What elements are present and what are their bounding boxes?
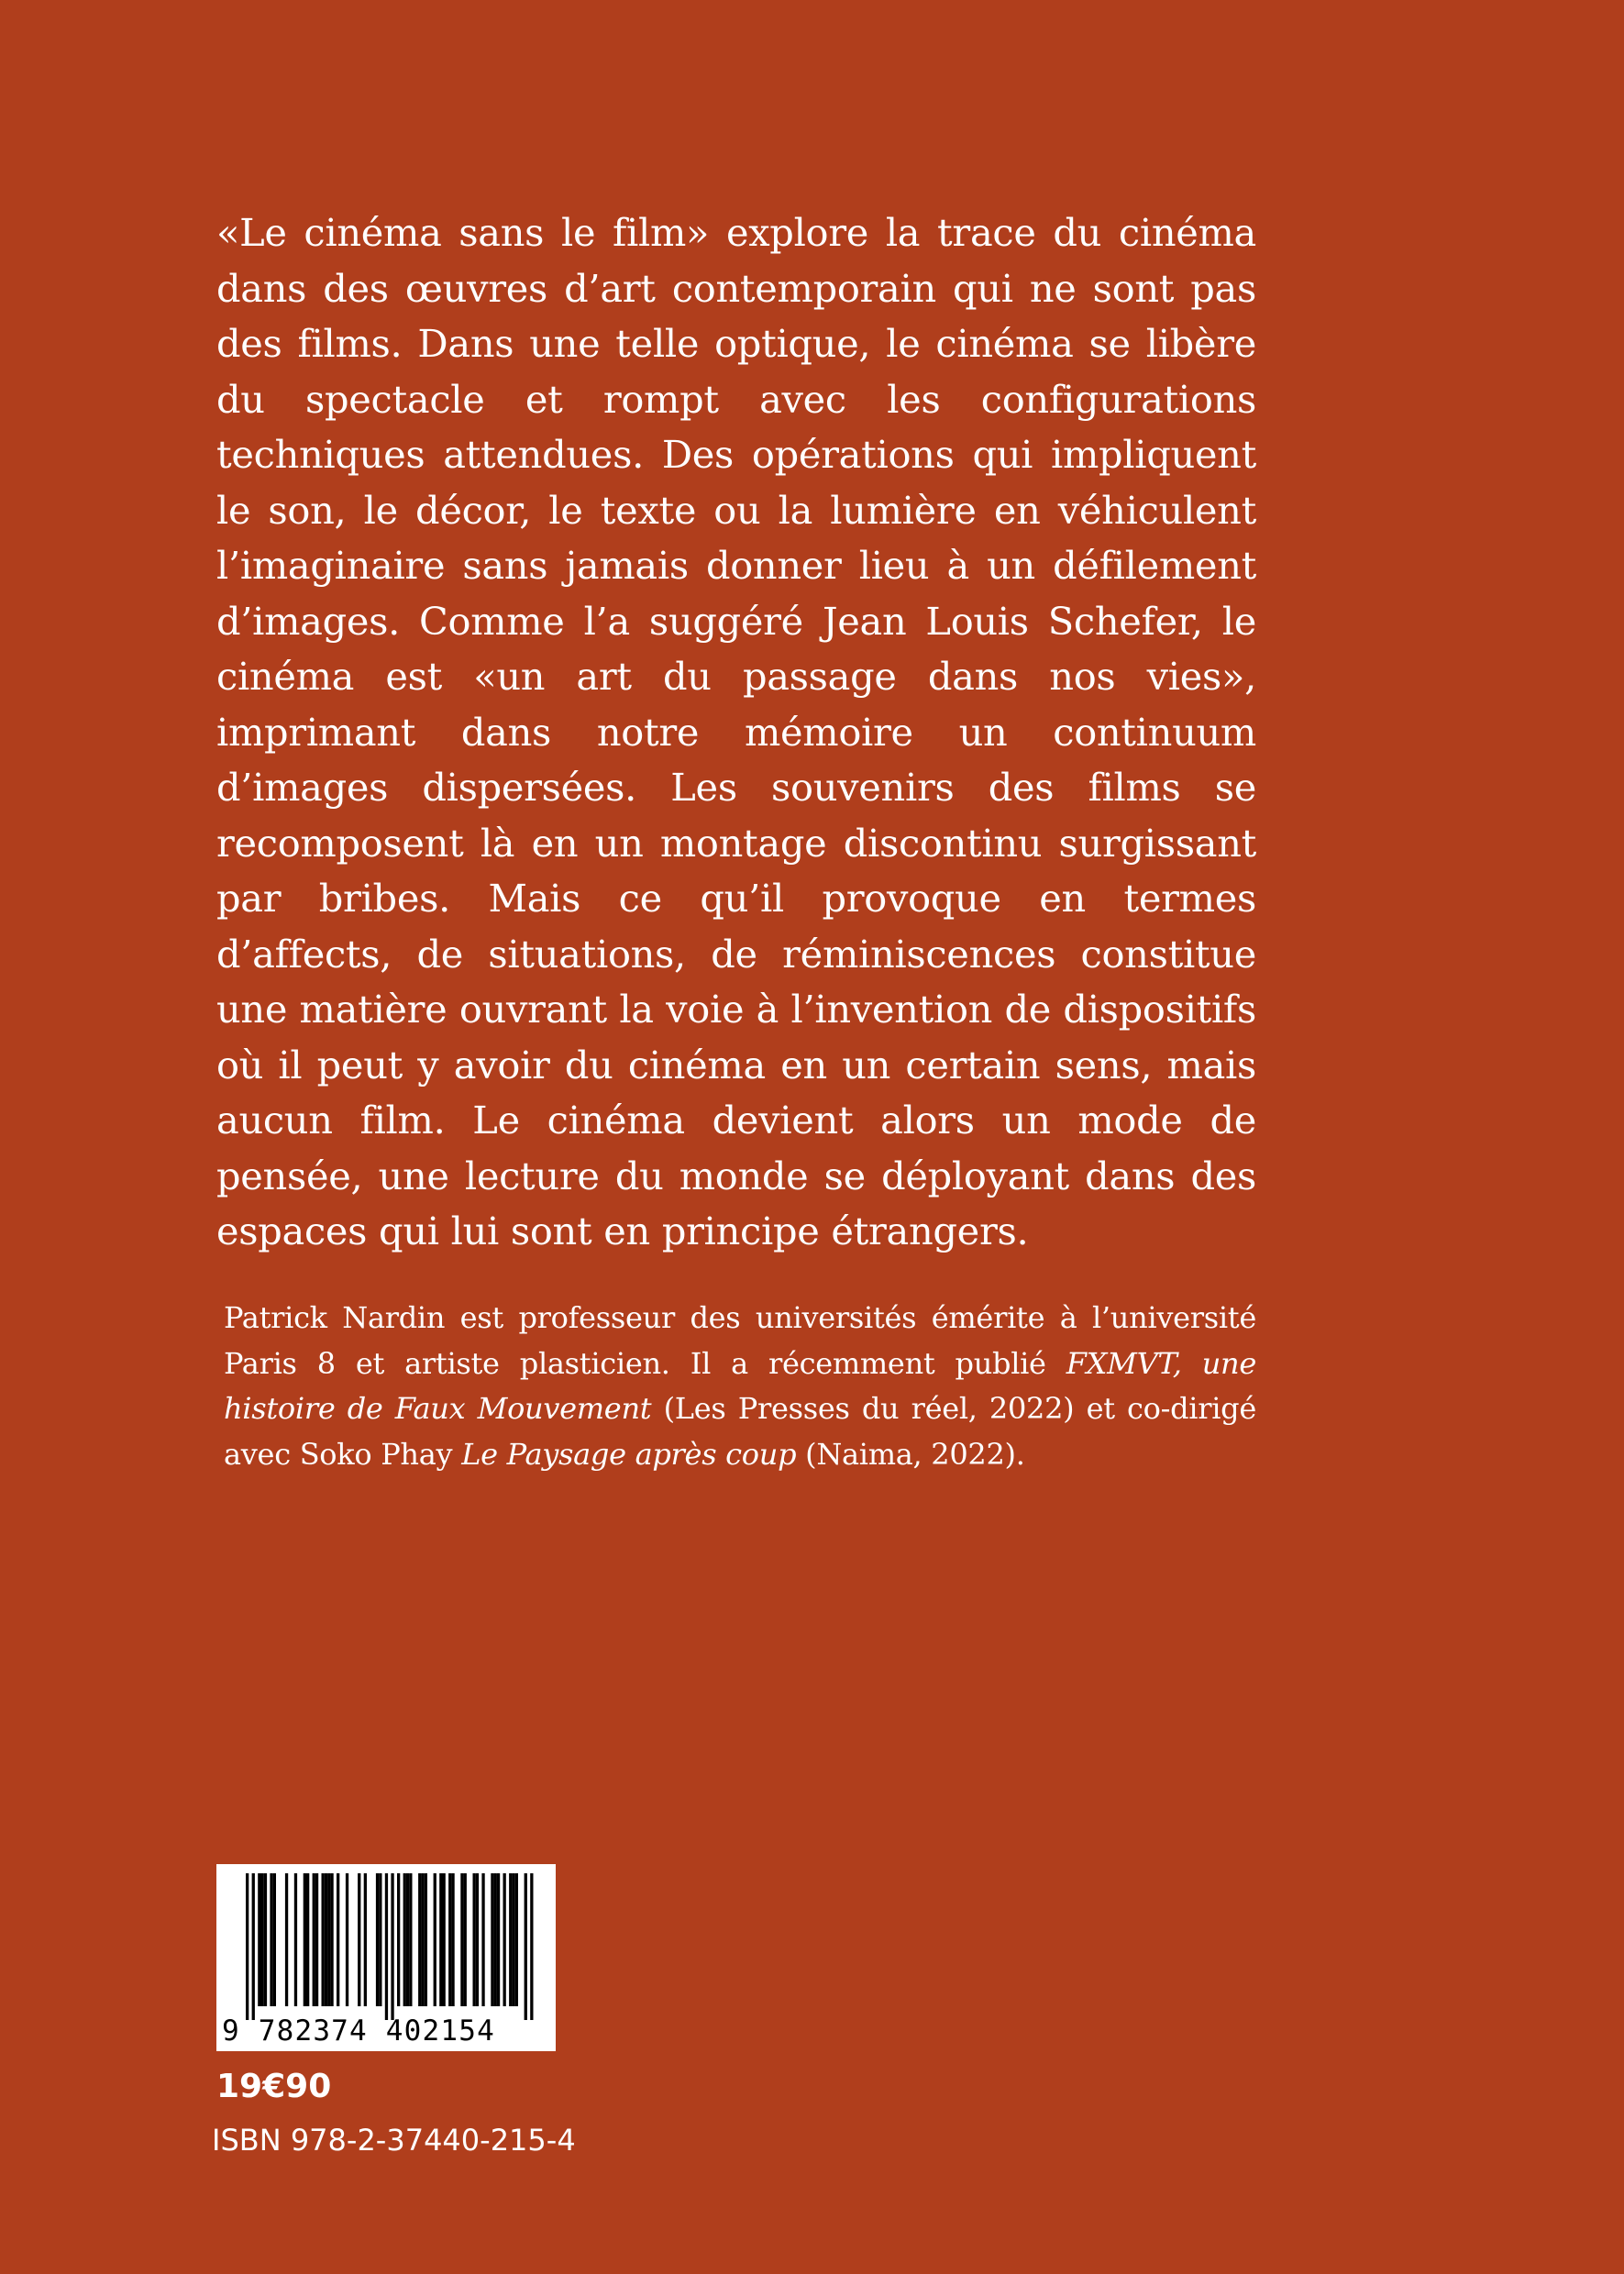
barcode-bar — [503, 1873, 506, 2006]
barcode-bar — [264, 1873, 267, 2006]
bio-book-title-1: FXMVT, une histoire de Faux Mouvement — [224, 1345, 1256, 1426]
barcode-bar — [315, 1873, 318, 2006]
barcode-bar — [406, 1873, 409, 2006]
barcode-bar — [364, 1873, 367, 2006]
barcode-bar — [358, 1873, 360, 2006]
bio-book-title-2: Le Paysage après coup — [461, 1436, 797, 1472]
barcode-bar — [409, 1873, 412, 2006]
bio-text-1: Patrick Nardin est professeur des universités émérite à l’université Paris 8 et artiste plasticien. Il a récemment publié — [224, 1300, 1256, 1381]
barcode-bar — [494, 1873, 497, 2006]
barcode-bar — [397, 1873, 400, 2006]
barcode-bar — [451, 1873, 454, 2006]
bio-text-2: (Les Presses du réel, 2022) et co-dirigé avec Soko Phay — [224, 1391, 1256, 1472]
barcode-bar — [509, 1873, 512, 2006]
isbn: ISBN 978-2-37440-215-4 — [212, 2123, 576, 2158]
barcode-bar — [306, 1873, 309, 2006]
barcode-bar — [273, 1873, 276, 2006]
barcode-bar — [322, 1873, 325, 2006]
barcode-bar — [481, 1873, 484, 2006]
barcode-bar — [376, 1873, 379, 2006]
barcode-bar — [252, 1873, 255, 2020]
barcode-bar — [403, 1873, 406, 2006]
barcode-digits: 9 782374 402154 — [222, 2015, 495, 2048]
barcode-bar — [512, 1873, 514, 2006]
barcode-bar — [425, 1873, 427, 2006]
barcode — [216, 1864, 556, 2051]
barcode-bar — [294, 1873, 297, 2006]
barcode-bar — [325, 1873, 327, 2006]
barcode-bar — [421, 1873, 424, 2006]
barcode-bar — [285, 1873, 288, 2006]
barcode-bar — [473, 1873, 476, 2006]
bio-text-3: (Naima, 2022). — [796, 1436, 1025, 1472]
barcode-bar — [525, 1873, 527, 2020]
price: 19€90 — [216, 2068, 332, 2105]
barcode-bar — [385, 1873, 388, 2020]
barcode-bar — [530, 1873, 533, 2020]
barcode-bar — [270, 1873, 272, 2006]
barcode-bar — [313, 1873, 315, 2006]
barcode-bar — [261, 1873, 264, 2006]
barcode-bar — [346, 1873, 348, 2006]
barcode-bar — [460, 1873, 463, 2006]
barcode-bar — [443, 1873, 446, 2006]
barcode-bar — [491, 1873, 493, 2006]
barcode-bar — [330, 1873, 333, 2006]
barcode-bar — [327, 1873, 330, 2006]
barcode-bar — [464, 1873, 467, 2006]
barcode-bar — [391, 1873, 393, 2020]
barcode-bar — [515, 1873, 518, 2006]
cover-blurb: «Le cinéma sans le film» explore la trace du cinéma dans des œuvres d’art contemporain qui ne sont pas des films. Dans une telle optique, le cinéma se libère du spectacle et rompt avec les configurations techniques attendues. Des opérations qui impliquent le son, le décor, le texte ou la lumière en véhiculent l’imaginaire sans jamais donner lieu à un défilement d’images. Comme l’a suggéré Jean Louis Schefer, le cinéma est «un art du passage dans nos vies», imprimant dans notre mémoire un continuum d’images dispersées. Les souvenirs des films se recomposent là en un montage discontinu surgissant par bribes. Mais ce qu’il provoque en termes d’affects, de situations, de réminiscences constitue une matière ouvrant la voie à l’invention de dispositifs où il peut y avoir du cinéma en un certain sens, mais aucun film. Le cinéma devient alors un mode de pensée, une lecture du monde se déployant dans des espaces qui lui sont en principe étrangers. — [216, 210, 1256, 1253]
author-bio — [224, 1296, 1256, 1477]
barcode-bar — [418, 1873, 421, 2006]
barcode-bar — [258, 1873, 260, 2006]
barcode-bar — [304, 1873, 306, 2006]
barcode-bar — [379, 1873, 381, 2006]
barcode-bar — [448, 1873, 451, 2006]
barcode-bar — [476, 1873, 479, 2006]
barcode-bar — [246, 1873, 249, 2020]
barcode-bar — [434, 1873, 436, 2006]
barcode-bar — [497, 1873, 500, 2006]
barcode-bar — [337, 1873, 339, 2006]
barcode-bar — [439, 1873, 442, 2006]
